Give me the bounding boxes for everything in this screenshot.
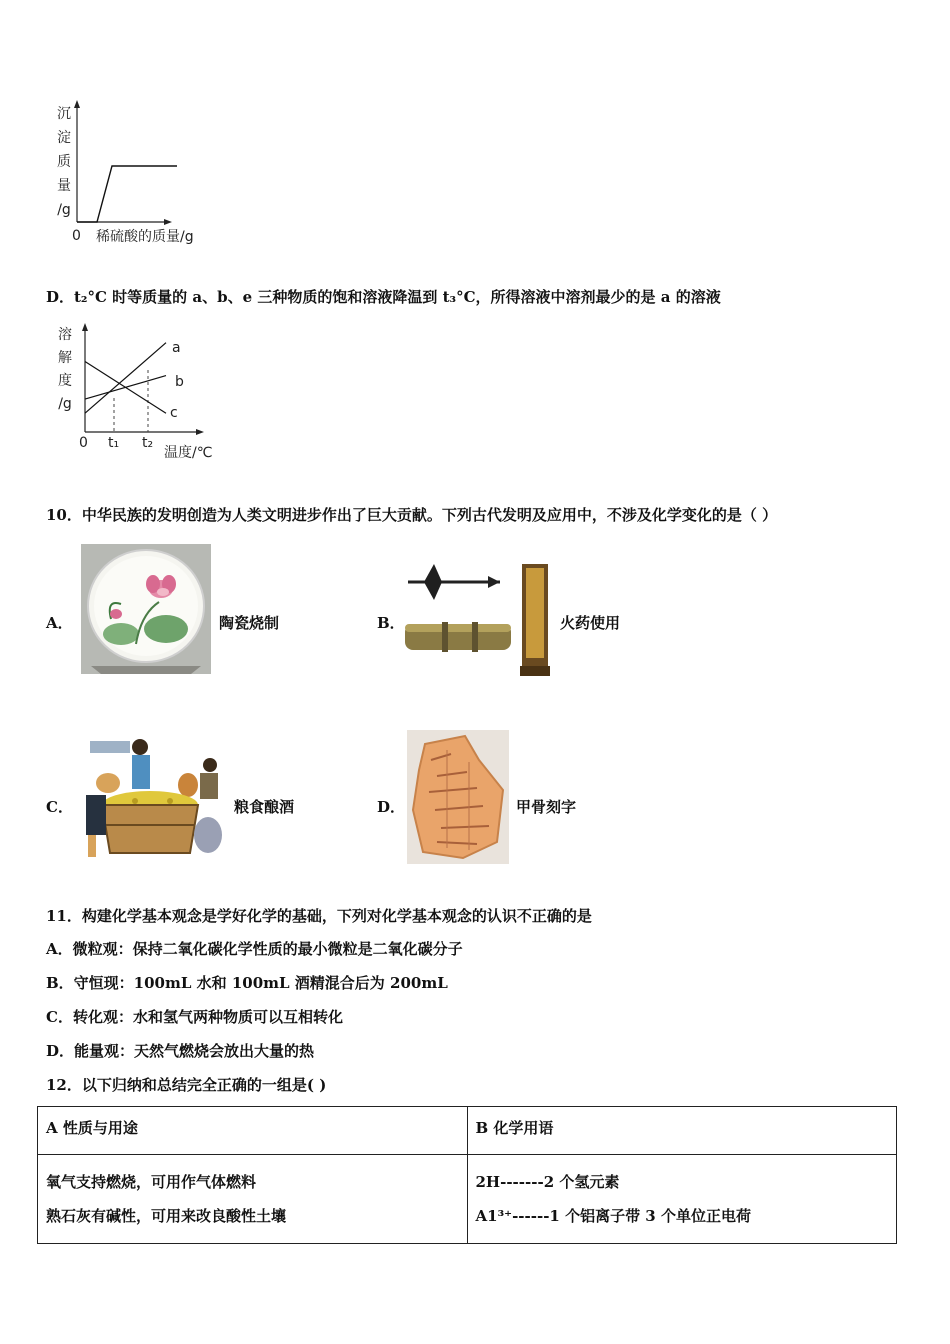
table-line: A1³⁺------1 个铝离子带 3 个单位正电荷 [475, 1207, 751, 1225]
tick-t1: t₁ [108, 435, 120, 451]
x-axis-arrow [196, 429, 204, 435]
series-a-label: a [172, 340, 181, 356]
table-line: 氧气支持燃烧，可用作气体燃料 [46, 1173, 257, 1191]
solubility-origin: 0 [79, 435, 88, 451]
table-row [38, 1155, 897, 1244]
ylabel-char: 溶 [58, 327, 72, 343]
brewing-image [80, 735, 225, 863]
q12-summary-table [37, 1106, 897, 1244]
oracle-bone-image [407, 730, 509, 864]
ylabel-char: 量 [57, 178, 71, 194]
porcelain-image [81, 544, 211, 674]
table-cell-a [38, 1155, 468, 1244]
table-header-row [38, 1107, 897, 1155]
ylabel-unit: /g [58, 396, 72, 412]
q10-option-d-label: 甲骨刻字 [516, 798, 577, 816]
ylabel-char: 淀 [57, 130, 71, 146]
series-c-label: c [170, 405, 178, 421]
q12-stem: 12．以下归纳和总结完全正确的一组是( ) [46, 1076, 327, 1094]
table-cell-b [467, 1155, 897, 1244]
y-axis-arrow [74, 100, 80, 108]
q10-option-b-label: 火药使用 [560, 614, 621, 632]
q10-stem: 10．中华民族的发明创造为人类文明进步作出了巨大贡献。下列古代发明及应用中，不涉及化学变化的是（ ） [46, 506, 778, 524]
q9-option-d: D．t₂°C 时等质量的 a、b、e 三种物质的饱和溶液降温到 t₃°C，所得溶液中溶剂最少的是 a 的溶液 [46, 288, 721, 306]
gunpowder-rocket-icon [402, 560, 554, 680]
table-line: 2H-------2 个氢元素 [475, 1173, 620, 1191]
q10-option-a-letter[interactable]: A． [46, 614, 73, 632]
table-line: 熟石灰有碱性，可用来改良酸性土壤 [46, 1207, 287, 1225]
q11-option-c[interactable]: C．转化观：水和氢气两种物质可以互相转化 [46, 1008, 343, 1026]
ylabel-char: 沉 [57, 106, 71, 122]
y-axis-arrow [82, 323, 88, 331]
oracle-bone-icon [407, 730, 509, 864]
precipitate-xlabel: 稀硫酸的质量/g [96, 229, 194, 245]
table-header-b: B 化学用语 [467, 1107, 897, 1155]
series-b-label: b [175, 374, 184, 390]
q10-option-d-letter[interactable]: D． [377, 798, 406, 816]
precipitate-series-line [77, 166, 177, 222]
table-header-a: A 性质与用途 [38, 1107, 468, 1155]
q11-option-d[interactable]: D．能量观：天然气燃烧会放出大量的热 [46, 1042, 315, 1060]
brewing-wine-icon [80, 735, 225, 863]
precipitate-chart [50, 98, 240, 258]
q10-option-c-label: 粮食酿酒 [234, 798, 295, 816]
tick-t2: t₂ [142, 435, 154, 451]
series-c-line [85, 362, 166, 414]
ylabel-char: 解 [58, 350, 72, 366]
q11-stem: 11．构建化学基本观念是学好化学的基础，下列对化学基本观念的认识不正确的是 [46, 907, 592, 925]
q11-option-a[interactable]: A．微粒观：保持二氧化碳化学性质的最小微粒是二氧化碳分子 [46, 940, 463, 958]
gunpowder-image [402, 560, 554, 680]
ylabel-unit: /g [57, 202, 71, 218]
q11-option-b[interactable]: B．守恒现：100mL 水和 100mL 酒精混合后为 200mL [46, 974, 448, 992]
ylabel-char: 质 [57, 154, 71, 170]
solubility-xlabel: 温度/℃ [164, 445, 213, 461]
series-a-line [85, 343, 166, 414]
q10-option-c-letter[interactable]: C． [46, 798, 73, 816]
q10-option-b-letter[interactable]: B． [377, 614, 405, 632]
solubility-chart [52, 320, 232, 468]
porcelain-plate-icon [81, 544, 211, 674]
ylabel-char: 度 [58, 373, 72, 389]
q10-option-a-label: 陶瓷烧制 [219, 614, 280, 632]
x-axis-arrow [164, 219, 172, 225]
precipitate-origin: 0 [72, 228, 81, 244]
